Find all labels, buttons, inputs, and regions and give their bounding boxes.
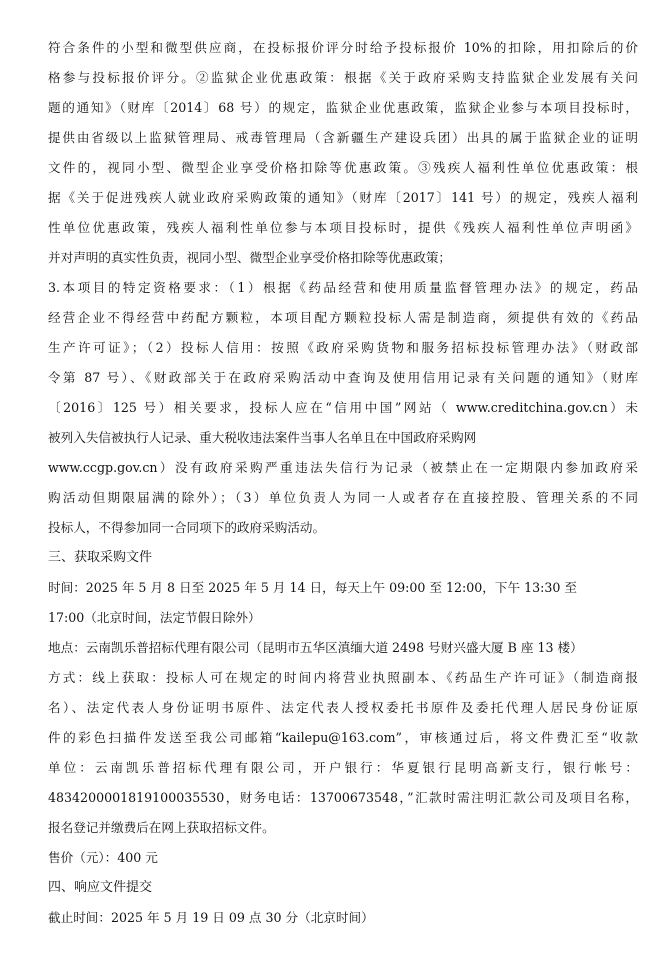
text-line: 符合条件的小型和微型供应商，在投标报价评分时给予投标报价 10%的扣除，用扣除后的价: [48, 40, 638, 55]
text-line: 投标人，不得参加同一合同项下的政府采购活动。: [48, 520, 326, 535]
text-line: 购活动但期限届满的除外）；（3）单位负责人为同一人或者存在直接控股、管理关系的不同: [48, 490, 638, 505]
text-line: 件的彩色扫描件发送至我公司邮箱“kailepu@163.com”，审核通过后，将文件费汇至“收款: [48, 730, 638, 745]
text-line: 提供由省级以上监狱管理局、戒毒管理局（含新疆生产建设兵团）出具的属于监狱企业的证明: [48, 130, 638, 145]
text-line: 文件的，视同小型、微型企业享受价格扣除等优惠政策。③残疾人福利性单位优惠政策：根: [48, 160, 638, 175]
section-heading-submission: 四、响应文件提交: [48, 880, 153, 895]
text-line: 令第 87 号）、《财政部关于在政府采购活动中查询及使用信用记录有关问题的通知》（财库: [48, 370, 638, 385]
text-line: 经营企业不得经营中药配方颗粒，本项目配方颗粒投标人需是制造商，须提供有效的《药品: [48, 310, 638, 325]
time-line: 时间：2025 年 5 月 8 日至 2025 年 5 月 14 日，每天上午 09:00 至 12:00，下午 13:30 至: [48, 580, 577, 595]
text-line: 3.本项目的特定资格要求：（1）根据《药品经营和使用质量监督管理办法》的规定，药品: [48, 280, 638, 295]
text-line: 生产许可证》；（2）投标人信用：按照《政府采购货物和服务招标投标管理办法》（财政部: [48, 340, 638, 355]
text-line: 〔2016〕125 号）相关要求，投标人应在“信用中国”网站（ www.creditchina.gov.cn）未: [48, 400, 638, 415]
price-line: 售价（元）：400 元: [48, 850, 158, 865]
text-line: 名）、法定代表人身份证明书原件、法定代表人授权委托书原件及委托代理人居民身份证原: [48, 700, 638, 715]
bank-account-line: 48342000018191000355​30，财务电话：13700673548，”汇款时需注明汇款公司及项目名称，: [48, 790, 638, 805]
method-line: 方式：线上获取：投标人可在规定的时间内将营业执照副本、《药品生产许可证》（制造商报: [48, 670, 638, 685]
time-line-cont: 17:00（北京时间，法定节假日除外）: [48, 610, 261, 625]
deadline-line: 截止时间：2025 年 5 月 19 日 09 点 30 分（北京时间）: [48, 910, 374, 925]
text-line: 被列入失信被执行人记录、重大税收违法案件当事人名单且在中国政府采购网: [48, 430, 477, 445]
text-line: 据《关于促进残疾人就业政府采购政策的通知》（财库〔2017〕141 号）的规定，残疾人福利: [48, 190, 638, 205]
text-line: 性单位优惠政策，残疾人福利性单位参与本项目投标时，提供《残疾人福利性单位声明函》: [48, 220, 638, 235]
text-line: 格参与投标报价评分。②监狱企业优惠政策：根据《关于政府采购支持监狱企业发展有关问: [48, 70, 638, 85]
text-line: 并对声明的真实性负责，视同小型、微型企业享受价格扣除等优惠政策；: [48, 250, 451, 265]
text-line: www.ccgp.gov.cn）没有政府采购严重违法失信行为记录（被禁止在一定期限内参加政府采: [48, 460, 638, 475]
location-line: 地点：云南凯乐普招标代理有限公司（昆明市五华区滇缅大道 2498 号财兴盛大厦 B 座 13 楼）: [48, 640, 583, 655]
text-line: 报名登记并缴费后在网上获取招标文件。: [48, 820, 275, 835]
section-heading-obtain-documents: 三、获取采购文件: [48, 550, 153, 565]
text-line: 题的通知》（财库〔2014〕68 号）的规定，监狱企业优惠政策，监狱企业参与本项目投标时，: [48, 100, 638, 115]
text-line: 单位：云南凯乐普招标代理有限公司，开户银行：华夏银行昆明高新支行，银行帐号：: [48, 760, 638, 775]
